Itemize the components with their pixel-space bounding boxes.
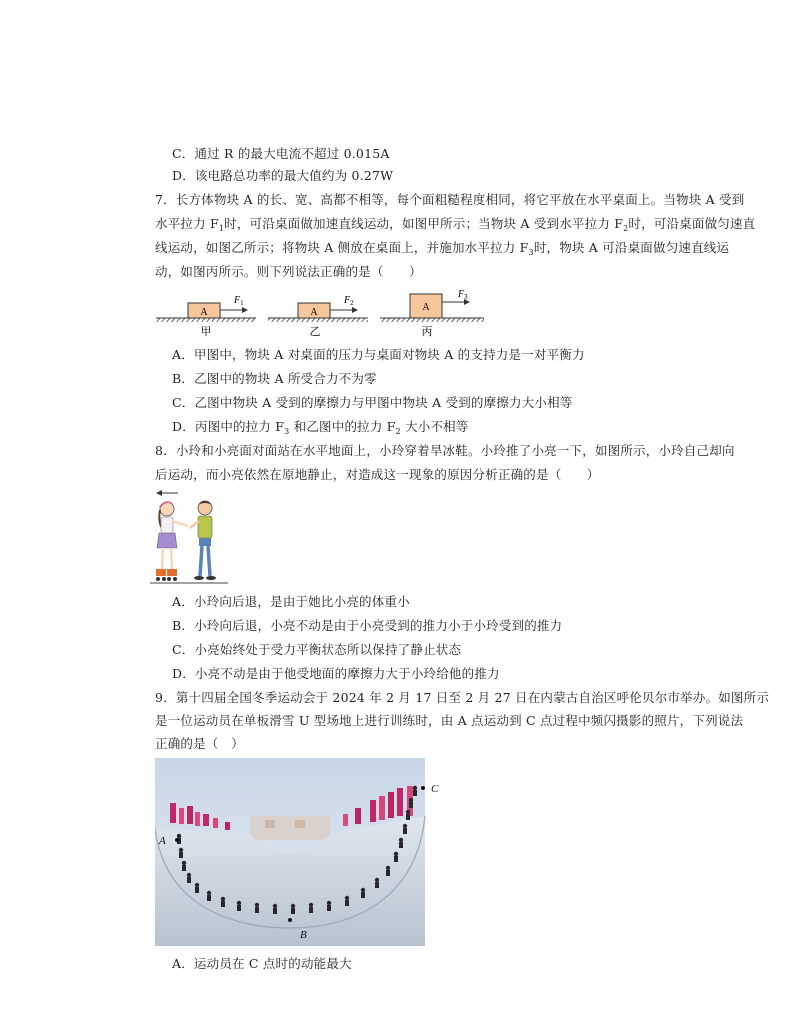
figure-label: 丙 (421, 326, 433, 338)
q7-stem-line1: 7．长方体物块 A 的长、宽、高都不相等，每个面粗糙程度相同，将它平放在水平桌面上。当物块 A 受到 (155, 192, 745, 207)
q7-option-b: B．乙图中的物块 A 所受合力不为零 (172, 371, 377, 386)
force-label: $F_1$ (234, 295, 244, 307)
force-label: $F_2$ (344, 295, 354, 307)
girl-figure (156, 501, 188, 581)
force-label: $F_3$ (458, 289, 468, 301)
arrow-left-icon (156, 490, 162, 496)
arrow-head-icon (242, 307, 248, 313)
q7-option-d: D．丙图中的拉力 $F_3$ 和乙图中的拉力 $F_2$ 大小不相等 (172, 419, 469, 436)
distant-building (250, 816, 330, 840)
boy-figure (190, 501, 216, 580)
halfpipe-photo (155, 758, 445, 948)
figure-yi (268, 295, 368, 338)
point-a-marker (175, 838, 179, 842)
q6-option-c: C．通过 R 的最大电流不超过 0.015A (172, 146, 390, 161)
point-c-marker (421, 786, 425, 790)
ground-hatch (268, 318, 368, 322)
figure-label: 甲 (200, 326, 212, 338)
q8-option-c: C．小亮始终处于受力平衡状态所以保持了静止状态 (172, 642, 462, 657)
figure-bing (380, 289, 484, 338)
q9-stem-line2: 是一位运动员在单板滑雪 U 型场地上进行训练时，由 A 点运动到 C 点过程中频闪摄影的照片，下列说法 (155, 713, 744, 728)
ground-hatch (380, 318, 484, 322)
q8-stem-line2: 后运动，而小亮依然在原地静止，对造成这一现象的原因分析正确的是（ ） (155, 467, 600, 482)
figure-label: 乙 (309, 326, 321, 338)
point-b-marker (288, 918, 292, 922)
q8-option-a: A．小玲向后退，是由于她比小亮的体重小 (172, 594, 410, 609)
block-label: A (422, 302, 430, 313)
q7-stem-line4: 动，如图丙所示。则下列说法正确的是（ ） (155, 264, 422, 279)
block-label: A (310, 307, 318, 318)
q9-stem-line3: 正确的是（ ） (155, 736, 244, 751)
point-c-label: C (431, 783, 439, 795)
q8-illustration (150, 488, 228, 588)
figure-jia (156, 295, 256, 338)
ground-hatch (156, 318, 256, 322)
q8-option-d: D．小亮不动是由于他受地面的摩擦力大于小玲给他的推力 (172, 666, 500, 681)
q9-stem-line1: 9．第十四届全国冬季运动会于 2024 年 2 月 17 日至 2 月 27 日在内蒙古自治区呼伦贝尔市举办。如图所示 (155, 690, 770, 705)
q8-stem-line1: 8．小玲和小亮面对面站在水平地面上，小玲穿着旱冰鞋。小玲推了小亮一下，如图所示，小玲自己却向 (155, 443, 735, 458)
q7-stem-line3: 线运动，如图乙所示；将物块 A 侧放在桌面上，并施加水平拉力 $F_3$时，物块 A 可沿桌面做匀速直线运 (155, 240, 730, 257)
q7-figures (150, 288, 490, 340)
point-b-label: B (300, 929, 307, 941)
q7-option-a: A．甲图中，物块 A 对桌面的压力与桌面对物块 A 的支持力是一对平衡力 (172, 347, 585, 362)
q6-option-d: D．该电路总功率的最大值约为 0.27W (172, 168, 394, 183)
q9-option-a: A．运动员在 C 点时的动能最大 (172, 956, 352, 971)
arrow-head-icon (352, 307, 358, 313)
q8-option-b: B．小玲向后退，小亮不动是由于小亮受到的推力小于小玲受到的推力 (172, 618, 563, 633)
point-a-label: A (159, 835, 166, 847)
q7-option-c: C．乙图中物块 A 受到的摩擦力与甲图中物块 A 受到的摩擦力大小相等 (172, 395, 573, 410)
block-label: A (200, 307, 208, 318)
q7-stem-line2: 水平拉力 $F_1$时，可沿桌面做加速直线运动，如图甲所示；当物块 A 受到水平拉力 $F_2$时，可沿桌面做匀速直 (155, 216, 756, 233)
